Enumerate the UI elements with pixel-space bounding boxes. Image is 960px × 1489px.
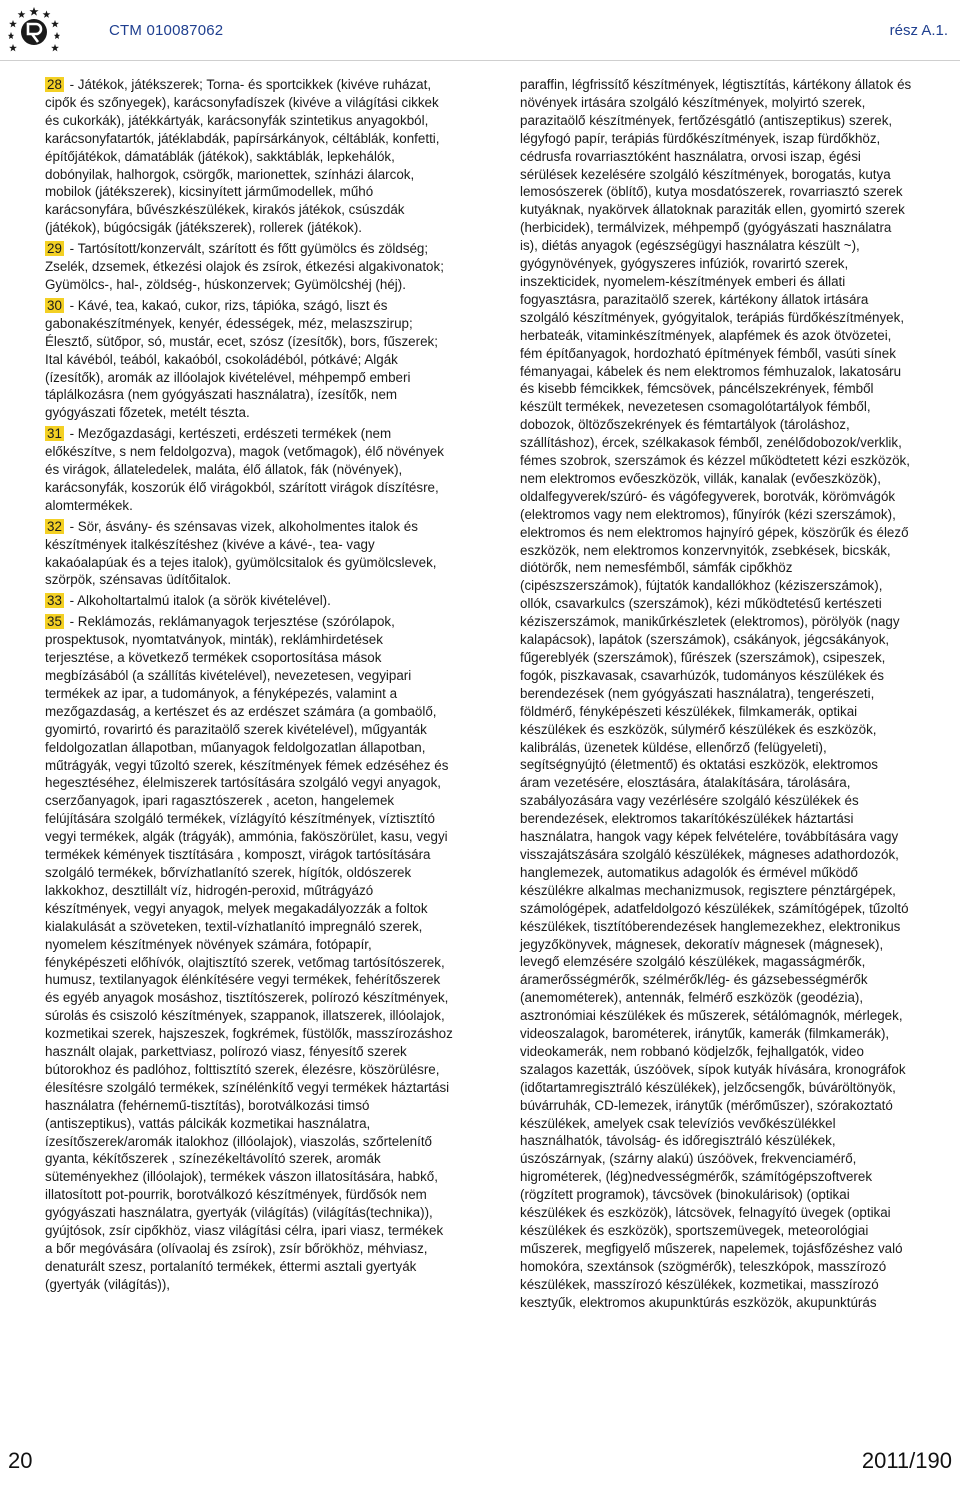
class-entry-29 bbox=[45, 240, 453, 294]
page-header bbox=[0, 0, 960, 60]
class-description: - Reklámozás, reklámanyagok terjesztése (szórólapok, prospektusok, nyomtatványok, minták), reklámhirdetések terjesztése, a következő termékek csoportosítása mások megbízásából (a szállítás kivételével), nevezetesen, vegyipari termékek az ipar, a tudományok, a fényképezés, valamint a mezőgazdaság, a kertészet és az erdészet számára (a gombaölő, gyomirtó, rovarirtó és parazitaölő szerek kivételével), műgyanták feldolgozatlan állapotban, műanyagok feldolgozatlan állapotban, műtrágyák, vegyi tűzoltó szerek, készítmények fémek edzéséhez és hegesztéséhez, élelmiszerek tartósítására szolgáló vegyi anyagok, cserzőanyagok, ipari ragasztószerek , aceton, hangelemek felújítására szolgáló termékek, vízlágyító készítmények, víztisztító vegyi termékek, algák (trágyák), ammónia, faköszörület, kasu, vegyi termékek kémények tisztítására , komposzt, virágok tartósítására szolgáló termékek, bőrvízhatlanító szerek, hígítók, oldószerek lakkokhoz, desztillált víz, hidrogén-peroxid, műtrágyázó készítmények, vegyi anyagok, melyek megakadályozzák a foltok kialakulását a szöveteken, textil-vízhatlanító impregnáló szerek, nyomelem készítmények növények számára, fotópapír, fényképészeti előhívók, olajtisztító szerek, vetőmag tartósítószerek, humusz, textilanyagok élénkítésére vegyi termékek, fehérítőszerek és egyéb anyagok mosáshoz, tisztítószerek, polírozó készítmények, súrolás és csiszoló készítmények, szappanok, illatszerek, illóolajok, kozmetikai szerek, hajszeszek, fogkrémek, füstölők, masszírozáshoz használt olajak, parkettviasz, polírozó viasz, fényesítő szerek bútorokhoz és padlóhoz, folttisztító szerek, élezésre, köszörülésre, élesítésre szolgáló termékek, színélénkítő vegyi termékek háztartási használatra (fehérnemű-tisztítás), borotválkozási timsó (antiszeptikus), vattás pálcikák kozmetikai használatra, ízesítőszerek/aromák italokhoz (illóolajok), viaszolás, szőrtelenítő gyanta, kékítőszerek , színezékeltávolító szerek, aromák süteményekhez (illóolajok), termékek vászon illatosítására, habkő, illatosított pot-pourrik, borotválkozó készítmények, fürdősók nem gyógyászati használatra, gyertyák (világítás) (világítás(technika)), gyújtósok, zsír cipőkhöz, viasz világítási célra, ipari viasz, termékek a bőr megóvására (olívaolaj és zsírok), zsír bőrökhöz, méhviasz, denaturált szesz, portalanító termékek, éttermi asztali gyertyák (gyertyák (világítás)), bbox=[45, 614, 453, 1292]
class-number-badge: 29 bbox=[47, 241, 62, 257]
class-number-badge: 30 bbox=[47, 297, 62, 313]
ohim-logo-icon bbox=[8, 6, 60, 58]
class-entry-33 bbox=[45, 592, 453, 610]
issue-number: 2011/190 bbox=[861, 1448, 952, 1473]
class-description: - Alkoholtartalmú italok (a sörök kivételével). bbox=[65, 593, 331, 609]
right-column bbox=[520, 76, 912, 1315]
class-entry-30 bbox=[45, 297, 453, 422]
page-number: 20 bbox=[8, 1448, 33, 1473]
class-entry-32 bbox=[45, 518, 453, 590]
part-label: rész A.1. bbox=[889, 22, 948, 39]
class-number-badge: 31 bbox=[47, 426, 62, 442]
class-description: - Mezőgazdasági, kertészeti, erdészeti termékek (nem előkészítve, s nem feldolgozva), magok (vetőmagok), élő növények és virágok, állateledelek, maláta, élő állatok, fák (növények), karácsonyfák, koszorúk élő virágokból, szárított virágok díszítésre, alomtermékek. bbox=[45, 426, 444, 513]
class-entry-31 bbox=[45, 425, 453, 515]
class-number-badge: 32 bbox=[47, 518, 62, 534]
class-description: - Tartósított/konzervált, szárított és főtt gyümölcs és zöldség; Zselék, dzsemek, étkezési olajok és zsírok, étkezési algakivonatok; Gyümölcs-, hal-, zöldség-, húskonzervek; Gyümölcshéj (héj). bbox=[45, 241, 444, 292]
class-description: - Játékok, játékszerek; Torna- és sportcikkek (kivéve ruházat, cipők és szőnyegek), karácsonyfadíszek (kivéve a világítási cikkek és cukorkák), játékkártyák, karácsonyfák szintetikus anyagokból, karácsonyfatartók, játéklabdák, papírsárkányok, céltáblák, konfetti, építőjátékok, dámatáblák (játékok), sakktáblák, lepkehálók, dobónyilak, halhorgok, csörgők, marionettek, színházi álarcok, mobilok (játékszerek), kicsinyített járműmodellek, műhó karácsonyfára, bűvészkészülékek, kirakós játékok, csúszdák (játékok), búgócsigák (játékszerek), rollerek (játékok). bbox=[45, 77, 440, 236]
document-id: CTM 010087062 bbox=[109, 22, 224, 39]
class-number-badge: 28 bbox=[47, 77, 62, 92]
class-35-continuation: paraffin, légfrissítő készítmények, légtisztítás, kártékony állatok és növények irtására szolgáló készítmények, molyirtó szerek, parazitaölő készítmények, fertőzésgátló (antiszeptikus) szerek, légyfogó papír, terápiás fürdőkészítmények, iszap fürdőkhöz, cédrusfa rovarriasztóként használatra, orvosi iszap, égési sérülések kezelésére szolgáló készítmények, borogatás, kutya lemosószerek (öblítő), kutya mosdatószerek, rovarriasztó szerek kutyáknak, nyakörvek állatoknak paraziták ellen, gyomirtó szerek (herbicidek), termálvizek, méhpempő (gyógyászati használatra is), diétás anyagok (egészségügyi használatra készült ~), gyógynövények, gyógyszeres infúziók, rovarirtó szerek, inszekticidek, nyomelem-készítmények emberi és állati fogyasztásra, parazitaölő szerek, kártékony állatok irtására szolgáló készítmények, gyógyitalok, terápiás fürdőkészítmények, herbateák, vitaminkészítmények, alapfémek és azok ötvözetei, fém építőanyagok, hordozható építmények fémből, vasúti sínek fémanyagai, kábelek és nem elektromos fémhuzalok, lakatosáru és kisebb fémcikkek, fémcsövek, páncélszekrények, fémből készült termékek, nevezetesen csomagolótartályok fémből, dobozok, öltözőszekrények és fémtartályok (tároláshoz, szállításhoz), ércek, szélkakasok fémből, zenélődobozok/verklik, fémes szobrok, szerszámok és kézzel működtetett kézi eszközök, nem elektromos evőeszközök, villák, kanalak (evőeszközök), oldalfegyverek/szúró- és vágófegyverek, borotvák, körömvágók (elektromos vagy nem elektromos), fűnyírók (kézi szerszámok), elektromos és nem elektromos hajnyíró gépek, köszörűk és élező eszközök, nem elektromos konzervnyitók, zsebkések, bicskák, diótörők, nem nemesfémből, sámfák cipőkhöz (cipészszerszámok), fújtatók kandallókhoz (kéziszerszámok), ollók, csavarkulcs (szerszámok), kézi működtetésű kertészeti kéziszerszámok, manikűrkészletek (elektromos), pörölyök (nagy kalapácsok), lapátok (szerszámok), csákányok, jégcsákányok, fűgereblyék (szerszámok), fűrészek (szerszámok), csipeszek, fogók, piszkavasak, csavarhúzók, tudományos készülékek és berendezések (nem gyógyászati használatra), tengerészeti, földmérő, fényképészeti készülékek, filmkamerák, optikai készülékek és eszközök, súlymérő készülékek és eszközök, kalibrálás, üzenetek küldése, ellenőrző (felügyeleti), segítségnyújtó (életmentő) és oktatási eszközök, elektromos áram vezetésére, elosztására, átalakítására, tárolására, szabályozására vagy vezérlésére szolgáló készülékek és berendezések, elektromos takarítókészülékek háztartási használatra, hangok vagy képek felvételére, továbbítására vagy visszajátszására szolgáló készülékek, mágneses adathordozók, hanglemezek, automatikus adagolók és érmével működő készülékre alkalmas mechanizmusok, regisztere pénztárgépek, számológépek, adatfeldolgozó készülékek, számítógépek, tűzoltó készülékek, tisztítóberendezések hanglemezekhez, elektronikus jegyzőkönyvek, mágnesek, dekoratív mágnesek (mágnesek), levegő elemzésére szolgáló készülékek, magasságmérők, áramerősségmérők, szélmérők/lég- és gázsebességmérők (anemométerek), antennák, felmérő eszközök (geodézia), asztronómiai készülékek és műszerek, sétálómagnók, mérlegek, videoszalagok, barométerek, iránytűk, kamerák (filmkamerák), videokamerák, nem robbanó ködjelzők, fejhallgatók, video szalagos kazetták, úszóövek, sípok kutyák hívására, kronográfok (időtartamregisztráló készülékek), jelzőcsengők, búváröltönyök, búvárruhák, CD-lemezek, iránytűk (mérőműszer), szórakoztató készülékek, amelyek csak televíziós vevőkészülékkel használhatók, távolság- és időregisztráló készülékek, úszószárnyak, (szárny alakú) úszóövek, frekvenciamérő, higrométerek, (lég)nedvességmérők, számítógépszoftverek (rögzített programok), távcsövek (binokulárisok) (optikai készülékek és eszközök), látcsövek, felnagyító üvegek (optikai készülékek és eszközök), sportszemüvegek, meteorológiai műszerek, megfigyelő műszerek, napelemek, tojásfőzéshez való homokóra, szextánsok (szögmérők), teleszkópok, masszírozó készülékek, masszírozó készülékek, kozmetikai, masszírozó kesztyűk, elektromos akupunktúrás eszközök, akupunktúrás bbox=[520, 77, 912, 1310]
class-entry-28 bbox=[45, 76, 453, 237]
header-divider bbox=[0, 60, 960, 61]
class-description: - Sör, ásvány- és szénsavas vizek, alkoholmentes italok és készítmények italkészítéshez (kivéve a kávé-, tea- vagy kakaóalapúak és a tejes italok), gyümölcsitalok és gyümölcslevek, szörpök, szénsavas üdítőitalok. bbox=[45, 518, 437, 588]
class-number-badge: 35 bbox=[47, 614, 62, 630]
left-column bbox=[45, 76, 453, 1297]
class-entry-35 bbox=[45, 613, 453, 1293]
class-description: - Kávé, tea, kakaó, cukor, rizs, tápióka, szágó, liszt és gabonakészítmények, kenyér, édességek, méz, melaszszirup; Élesztő, sütőpor, só, mustár, ecet, szósz (ízesítők), bors, fűszerek; Ital kávéból, teából, kakaóból, csokoládéból, pótkávé; Algák (ízesítők), aromák az illóolajok kivételével, méhpempő emberi táplálkozásra (nem gyógyászati használatra), ízesítők, nem gyógyászati főzetek, metélt tészta. bbox=[45, 297, 438, 421]
class-number-badge: 33 bbox=[47, 593, 62, 609]
